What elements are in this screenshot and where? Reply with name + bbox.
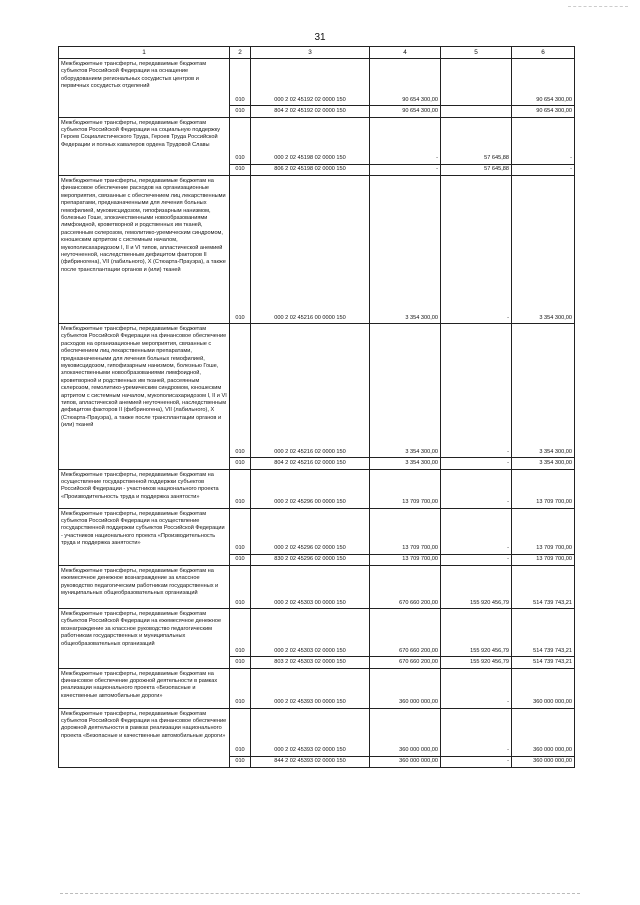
budget-code-cell: 000 2 02 45216 00 0000 150 [251, 176, 370, 324]
column-header: 4 [370, 47, 441, 59]
planned-amount-cell: - [370, 164, 441, 176]
remaining-amount-cell: 514 739 743,21 [512, 657, 575, 669]
executed-amount-cell: 57 645,88 [441, 117, 512, 164]
budget-code-cell: 000 2 02 45296 02 0000 150 [251, 508, 370, 554]
budget-code-cell: 830 2 02 45296 02 0000 150 [251, 554, 370, 566]
planned-amount-cell: 3 354 300,00 [370, 176, 441, 324]
table-row [59, 668, 575, 708]
admin-code-cell: 010 [230, 469, 251, 508]
admin-code-cell: 010 [230, 756, 251, 768]
column-header: 1 [59, 47, 230, 59]
column-header: 3 [251, 47, 370, 59]
budget-code-cell: 806 2 02 45198 02 0000 150 [251, 164, 370, 176]
table-row [59, 324, 575, 458]
remaining-amount-cell: 360 000 000,00 [512, 668, 575, 708]
row-description: Межбюджетные трансферты, передаваемые бюджетам на финансовое обеспечение расходов на организационные мероприятия, связанные с обеспечением лиц лекарственными препаратами, предназначенными для лечения больных гемофилией, муковисцидозом, гипофизарным нанизмом, болезнью Гоше, злокачественными новообразованиями лимфоидной, кроветворной и родственных им тканей, рассеянным склерозом, гемолитико-уремическим синдромом, юношеским артритом с системным началом, мукополисахаридозом I, II и VI типов, апластической анемией неуточненной, наследственным дефицитом факторов II (фибриногена), VII (лабильного), X (Стюарта-Прауэра), а также после трансплантации органов и (или) тканей [59, 176, 230, 324]
table-body [59, 47, 575, 768]
admin-code-cell: 010 [230, 324, 251, 458]
admin-code-cell: 010 [230, 117, 251, 164]
budget-code-cell: 000 2 02 45393 00 0000 150 [251, 668, 370, 708]
planned-amount-cell: 13 709 700,00 [370, 469, 441, 508]
budget-code-cell: 000 2 02 45216 02 0000 150 [251, 324, 370, 458]
planned-amount-cell: 90 654 300,00 [370, 106, 441, 118]
executed-amount-cell: - [441, 708, 512, 756]
budget-code-cell: 803 2 02 45303 02 0000 150 [251, 657, 370, 669]
executed-amount-cell: - [441, 668, 512, 708]
admin-code-cell: 010 [230, 164, 251, 176]
remaining-amount-cell: 3 354 300,00 [512, 324, 575, 458]
table-row [59, 176, 575, 324]
row-description: Межбюджетные трансферты, передаваемые бюджетам субъектов Российской Федерации на осуществление государственной поддержки субъектов Российской Федерации - участников национального проекта «Производительность труда и поддержка занятости» [59, 508, 230, 566]
admin-code-cell: 010 [230, 458, 251, 470]
planned-amount-cell: 360 000 000,00 [370, 756, 441, 768]
executed-amount-cell: - [441, 469, 512, 508]
admin-code-cell: 010 [230, 566, 251, 609]
table-row [59, 508, 575, 554]
admin-code-cell: 010 [230, 554, 251, 566]
remaining-amount-cell: 3 354 300,00 [512, 176, 575, 324]
table-row [59, 469, 575, 508]
budget-code-cell: 000 2 02 45198 02 0000 150 [251, 117, 370, 164]
row-description: Межбюджетные трансферты, передаваемые бюджетам на ежемесячное денежное вознаграждение за классное руководство педагогическим работникам государственных и муниципальных общеобразовательных организаций [59, 566, 230, 609]
row-description: Межбюджетные трансферты, передаваемые бюджетам субъектов Российской Федерации на социальную поддержку Героев Социалистического Труда, Героев Труда Российской Федерации и полных кавалеров ордена Трудовой Славы [59, 117, 230, 176]
executed-amount-cell: - [441, 324, 512, 458]
remaining-amount-cell: 514 739 743,21 [512, 609, 575, 657]
remaining-amount-cell: - [512, 117, 575, 164]
remaining-amount-cell: 13 709 700,00 [512, 508, 575, 554]
column-header: 6 [512, 47, 575, 59]
planned-amount-cell: 3 354 300,00 [370, 324, 441, 458]
remaining-amount-cell: 13 709 700,00 [512, 469, 575, 508]
executed-amount-cell: - [441, 554, 512, 566]
budget-code-cell: 000 2 02 45393 02 0000 150 [251, 708, 370, 756]
remaining-amount-cell: - [512, 164, 575, 176]
scan-edge-mark [568, 6, 628, 7]
budget-code-cell: 804 2 02 45216 02 0000 150 [251, 458, 370, 470]
planned-amount-cell: 13 709 700,00 [370, 554, 441, 566]
row-description: Межбюджетные трансферты, передаваемые бюджетам на осуществление государственной поддержки субъектов Российской Федерации - участников национального проекта «Производительность труда и поддержка занятости» [59, 469, 230, 508]
planned-amount-cell: 360 000 000,00 [370, 708, 441, 756]
planned-amount-cell: - [370, 117, 441, 164]
admin-code-cell: 010 [230, 106, 251, 118]
row-description: Межбюджетные трансферты, передаваемые бюджетам субъектов Российской Федерации на финансовое обеспечение дорожной деятельности в рамках реализации национального проекта «Безопасные и качественные автомобильные дороги» [59, 708, 230, 768]
table-row [59, 59, 575, 106]
admin-code-cell: 010 [230, 609, 251, 657]
budget-code-cell: 000 2 02 45296 00 0000 150 [251, 469, 370, 508]
budget-table [58, 46, 575, 768]
executed-amount-cell: - [441, 458, 512, 470]
planned-amount-cell: 670 660 200,00 [370, 566, 441, 609]
budget-code-cell: 804 2 02 45192 02 0000 150 [251, 106, 370, 118]
budget-code-cell: 000 2 02 45303 00 0000 150 [251, 566, 370, 609]
planned-amount-cell: 90 654 300,00 [370, 59, 441, 106]
executed-amount-cell: 57 645,88 [441, 164, 512, 176]
planned-amount-cell: 360 000 000,00 [370, 668, 441, 708]
admin-code-cell: 010 [230, 176, 251, 324]
row-description: Межбюджетные трансферты, передаваемые бюджетам субъектов Российской Федерации на ежемесячное денежное вознаграждение за классное руководство педагогическим работникам государственных и муниципальных общеобразовательных организаций [59, 609, 230, 669]
budget-code-cell: 000 2 02 45303 02 0000 150 [251, 609, 370, 657]
planned-amount-cell: 670 660 200,00 [370, 657, 441, 669]
table-row [59, 708, 575, 756]
remaining-amount-cell: 360 000 000,00 [512, 756, 575, 768]
row-description: Межбюджетные трансферты, передаваемые бюджетам субъектов Российской Федерации на финансовое обеспечение расходов на организационные мероприятия, связанные с обеспечением лиц лекарственными препаратами, предназначенными для лечения больных гемофилией, муковисцидозом, гипофизарным нанизмом, болезнью Гоше, злокачественными новообразованиями лимфоидной, кроветворной и родственных им тканей, рассеянным склерозом, гемолитико-уремическим синдромом, юношеским артритом с системным началом, мукополисахаридозом I, II и VI типов, апластической анемией неуточненной, наследственным дефицитом факторов II (фибриногена), VII (лабильного), X (Стюарта-Прауэра), а также после трансплантации органов и (или) тканей [59, 324, 230, 470]
remaining-amount-cell: 13 709 700,00 [512, 554, 575, 566]
table-row [59, 566, 575, 609]
budget-code-cell: 000 2 02 45192 02 0000 150 [251, 59, 370, 106]
remaining-amount-cell: 360 000 000,00 [512, 708, 575, 756]
page-number: 31 [314, 32, 326, 43]
executed-amount-cell: 155 920 456,79 [441, 566, 512, 609]
table-row [59, 117, 575, 164]
column-header: 2 [230, 47, 251, 59]
column-header: 5 [441, 47, 512, 59]
executed-amount-cell [441, 106, 512, 118]
executed-amount-cell: - [441, 176, 512, 324]
remaining-amount-cell: 90 654 300,00 [512, 106, 575, 118]
remaining-amount-cell: 90 654 300,00 [512, 59, 575, 106]
admin-code-cell: 010 [230, 59, 251, 106]
column-header-row [59, 47, 575, 59]
row-description: Межбюджетные трансферты, передаваемые бюджетам субъектов Российской Федерации на оснащение оборудованием региональных сосудистых центров и первичных сосудистых отделений [59, 59, 230, 118]
planned-amount-cell: 13 709 700,00 [370, 508, 441, 554]
planned-amount-cell: 670 660 200,00 [370, 609, 441, 657]
admin-code-cell: 010 [230, 668, 251, 708]
executed-amount-cell: - [441, 756, 512, 768]
admin-code-cell: 010 [230, 508, 251, 554]
admin-code-cell: 010 [230, 657, 251, 669]
table-row [59, 609, 575, 657]
remaining-amount-cell: 3 354 300,00 [512, 458, 575, 470]
scan-bottom-mark [60, 893, 580, 894]
executed-amount-cell: 155 920 456,79 [441, 657, 512, 669]
remaining-amount-cell: 514 739 743,21 [512, 566, 575, 609]
row-description: Межбюджетные трансферты, передаваемые бюджетам на финансовое обеспечение дорожной деятельности в рамках реализации национального проекта «Безопасные и качественные автомобильные дороги» [59, 668, 230, 708]
budget-code-cell: 844 2 02 45393 02 0000 150 [251, 756, 370, 768]
executed-amount-cell: - [441, 508, 512, 554]
executed-amount-cell [441, 59, 512, 106]
executed-amount-cell: 155 920 456,79 [441, 609, 512, 657]
admin-code-cell: 010 [230, 708, 251, 756]
planned-amount-cell: 3 354 300,00 [370, 458, 441, 470]
